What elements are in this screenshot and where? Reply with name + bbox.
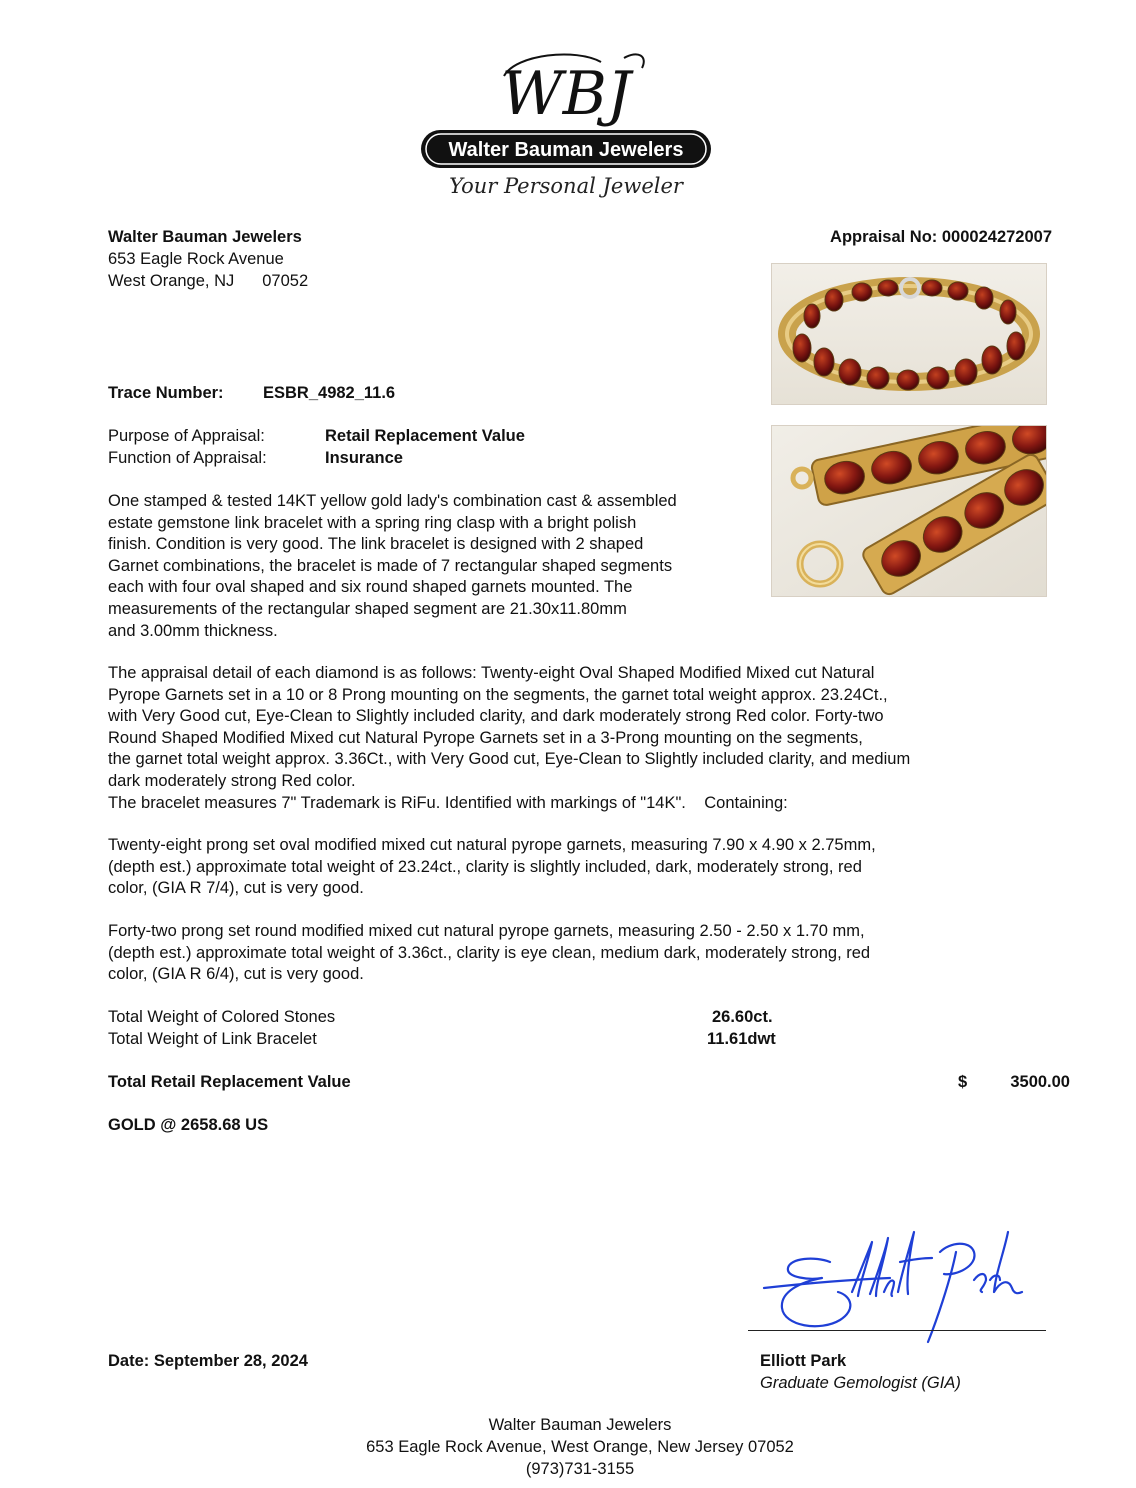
function-label: Function of Appraisal: — [108, 449, 267, 467]
detail-line: the garnet total weight approx. 3.36Ct., with Very Good cut, Eye-Clean to Slightly included clarity, and medium — [108, 750, 911, 769]
footer-company: Walter Bauman Jewelers — [488, 1416, 672, 1434]
gold-price: GOLD @ 2658.68 US — [108, 1116, 269, 1134]
company-name: Walter Bauman Jewelers — [108, 228, 302, 246]
total-stones-value: 26.60ct. — [712, 1008, 773, 1026]
oval-garnets-line: color, (GIA R 7/4), cut is very good. — [108, 879, 364, 898]
signer-name: Elliott Park — [760, 1352, 847, 1370]
company-address-line1: 653 Eagle Rock Avenue — [108, 250, 284, 268]
description-line: estate gemstone link bracelet with a spring ring clasp with a bright polish — [108, 513, 637, 532]
function-value: Insurance — [325, 449, 403, 467]
bracelet-photo-top — [771, 263, 1047, 405]
description-line: each with four oval shaped and six round shaped garnets mounted. The — [108, 578, 633, 597]
trace-number-value: ESBR_4982_11.6 — [263, 384, 396, 402]
retail-value-label: Total Retail Replacement Value — [108, 1073, 351, 1091]
description-line: and 3.00mm thickness. — [108, 621, 278, 640]
appraisal-detail — [108, 663, 1108, 814]
wbj-monogram-logo-icon — [416, 48, 716, 208]
detail-line: Pyrope Garnets set in a 10 or 8 Prong mounting on the segments, the garnet total weight approx. 23.24Ct., — [108, 685, 888, 704]
purpose-label: Purpose of Appraisal: — [108, 427, 265, 445]
footer-phone: (973)731-3155 — [525, 1460, 635, 1478]
signature-image — [760, 1222, 1030, 1352]
company-zip: 07052 — [262, 272, 309, 290]
svg-text:Your Personal Jeweler: Your Personal Jeweler — [449, 174, 683, 198]
oval-garnets-line: Twenty-eight prong set oval modified mixed cut natural pyrope garnets, measuring 7.90 x 4.90 x 2.75mm, — [108, 836, 876, 854]
footer-address: 653 Eagle Rock Avenue, West Orange, New Jersey 07052 — [366, 1438, 794, 1456]
signature-line — [748, 1330, 1046, 1331]
signer-title: Graduate Gemologist (GIA) — [760, 1374, 961, 1392]
description-line: finish. Condition is very good. The link bracelet is designed with 2 shaped — [108, 535, 644, 554]
total-bracelet-value: 11.61dwt — [707, 1030, 776, 1048]
bracelet-overview-image-icon — [772, 264, 1046, 404]
total-stones-label: Total Weight of Colored Stones — [108, 1008, 336, 1026]
round-garnets-line: color, (GIA R 6/4), cut is very good. — [108, 965, 364, 984]
svg-text:WBJ: WBJ — [501, 59, 631, 129]
currency-symbol: $ — [958, 1073, 968, 1091]
svg-text:Walter Bauman Jewelers: Walter Bauman Jewelers — [448, 139, 684, 161]
company-logo — [416, 48, 716, 208]
detail-line: with Very Good cut, Eye-Clean to Slightly included clarity, and dark moderately strong Red color. Forty-two — [108, 707, 884, 726]
company-city-state: West Orange, NJ — [108, 272, 235, 290]
retail-value-amount: 3500.00 — [1010, 1073, 1070, 1091]
detail-line: dark moderately strong Red color. — [108, 771, 356, 790]
company-address-city — [108, 271, 308, 293]
appraisal-number: Appraisal No: 000024272007 — [830, 228, 1052, 246]
oval-garnets-line: (depth est.) approximate total weight of 23.24ct., clarity is slightly included, dark, moderately strong, red — [108, 857, 862, 876]
detail-line: The bracelet measures 7" Trademark is RiFu. Identified with markings of "14K". Containing: — [108, 793, 788, 812]
purpose-value: Retail Replacement Value — [325, 427, 525, 445]
appraisal-date: Date: September 28, 2024 — [108, 1352, 308, 1370]
detail-line: The appraisal detail of each diamond is as follows: Twenty-eight Oval Shaped Modified Mixed cut Natural — [108, 664, 875, 682]
description-line: measurements of the rectangular shaped segment are 21.30x11.80mm — [108, 599, 627, 618]
description-line: One stamped & tested 14KT yellow gold lady's combination cast & assembled — [108, 492, 677, 510]
oval-garnets-section — [108, 835, 1108, 900]
total-bracelet-label: Total Weight of Link Bracelet — [108, 1030, 317, 1048]
detail-line: Round Shaped Modified Mixed cut Natural Pyrope Garnets set in a 3-Prong mounting on the segments, — [108, 728, 863, 747]
round-garnets-section — [108, 921, 1108, 986]
round-garnets-line: Forty-two prong set round modified mixed cut natural pyrope garnets, measuring 2.50 - 2.50 x 1.70 mm, — [108, 922, 865, 940]
description-line: Garnet combinations, the bracelet is made of 7 rectangular shaped segments — [108, 556, 673, 575]
round-garnets-line: (depth est.) approximate total weight of 3.36ct., clarity is eye clean, medium dark, moderately strong, red — [108, 943, 871, 962]
handwritten-signature-icon — [760, 1222, 1030, 1352]
bracelet-description — [108, 491, 1008, 642]
trace-number-label: Trace Number: — [108, 384, 224, 402]
